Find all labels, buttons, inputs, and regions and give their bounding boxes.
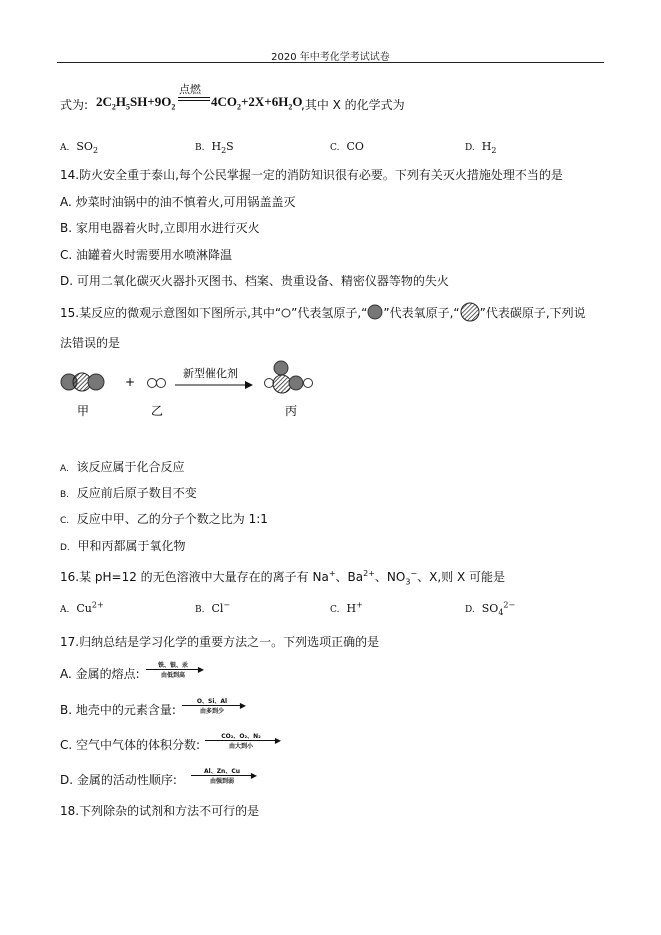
q13-option-d[interactable]: D. $H_2$: [465, 140, 497, 156]
chemical-equation-right: $4CO_2+2X+6H_2O$: [211, 94, 303, 112]
catalyst-label: 新型催化剂: [183, 367, 238, 380]
q18-stem: 18.下列除杂的试剂和方法不可行的是: [60, 804, 260, 818]
q16-option-c[interactable]: C. H+: [330, 600, 363, 615]
chemical-equation: $2C_2H_5SH+9O_2$: [96, 94, 176, 112]
molecule-c: [265, 361, 313, 393]
q14-option-a[interactable]: A. 炒菜时油锅中的油不慎着火,可用锅盖盖灭: [60, 195, 296, 209]
q16-option-a[interactable]: A. $Cu^{2+}$: [60, 600, 104, 615]
q13-option-a[interactable]: A. $SO_2$: [60, 140, 99, 156]
header-divider: [57, 62, 604, 63]
q13-option-c[interactable]: C. CO: [330, 140, 364, 153]
q17-option-d[interactable]: D. 金属的活动性顺序:: [60, 773, 177, 787]
q15-stem-line1: 15.某反应的微观示意图如下图所示,其中“ ”代表氢原子,“ ”代表氧原子,“ ”代表碳原子,下列说: [60, 302, 586, 322]
q17-option-c[interactable]: C. 空气中气体的体积分数:: [60, 738, 201, 752]
reaction-condition: 点燃: [179, 83, 201, 96]
q13-option-b[interactable]: B. $H_2S$: [195, 140, 234, 156]
q15-option-d[interactable]: D. 甲和丙都属于氧化物: [60, 539, 186, 553]
molecule-a: [61, 373, 104, 391]
label-c: 丙: [284, 404, 298, 418]
q17-option-a[interactable]: A. 金属的熔点:: [60, 667, 140, 681]
q14-option-d[interactable]: D. 可用二氧化碳灭火器扑灭图书、档案、贵重设备、精密仪器等物的失火: [60, 274, 449, 288]
q17-d-arrow: Al、Zn、Cu ▶ 由强到弱: [191, 766, 253, 785]
plus-sign: +: [125, 375, 136, 389]
label-a: 甲: [76, 404, 90, 418]
q15-option-c[interactable]: C. 反应中甲、乙的分子个数之比为 1:1: [60, 512, 268, 526]
q16-option-b[interactable]: B. Cl−: [195, 600, 231, 615]
equation-equals-line-2: [178, 100, 210, 101]
q17-c-arrow: CO₂、O₂、N₂ ▶ 由大到小: [205, 731, 277, 750]
carbon-atom-icon: [460, 302, 480, 322]
hydrogen-atom-icon: [281, 308, 291, 318]
q15-option-a[interactable]: A. 该反应属于化合反应: [60, 460, 185, 474]
reaction-diagram: [55, 355, 335, 425]
q14-option-b[interactable]: B. 家用电器着火时,立即用水进行灭火: [60, 221, 260, 235]
q15-option-b[interactable]: B. 反应前后原子数目不变: [60, 486, 197, 500]
page-header: 2020 年中考化学考试试卷: [271, 52, 390, 63]
q14-option-c[interactable]: C. 油罐着火时需要用水喷淋降温: [60, 248, 233, 262]
q14-stem: 14.防火安全重于泰山,每个公民掌握一定的消防知识很有必要。下列有关灭火措施处理不当的是: [60, 168, 563, 182]
q13-equation-line: [60, 96, 88, 113]
q17-a-arrow: 铁、银、汞 ▶ 由低到高: [146, 660, 200, 679]
q16-option-d[interactable]: D. $SO_4^{2-}$: [465, 600, 516, 618]
molecule-b: [148, 379, 166, 388]
q16-stem: 16.某 pH=12 的无色溶液中大量存在的离子有 Na+、$Ba^{2+}$、$NO_3^-$、X,则 X 可能是: [60, 569, 506, 587]
q17-b-arrow: O、Si、Al ▶ 由多到少: [182, 696, 242, 715]
equation-equals-line: [178, 97, 210, 98]
label-b: 乙: [150, 404, 164, 418]
q17-option-b[interactable]: B. 地壳中的元素含量:: [60, 703, 176, 717]
q17-stem: 17.归纳总结是学习化学的重要方法之一。下列选项正确的是: [60, 635, 380, 649]
q13-suffix: ,其中 X 的化学式为: [301, 98, 405, 112]
q13-prefix: 式为:: [60, 98, 89, 112]
q15-stem-line2: 法错误的是: [60, 336, 121, 350]
oxygen-atom-icon: [367, 304, 383, 320]
